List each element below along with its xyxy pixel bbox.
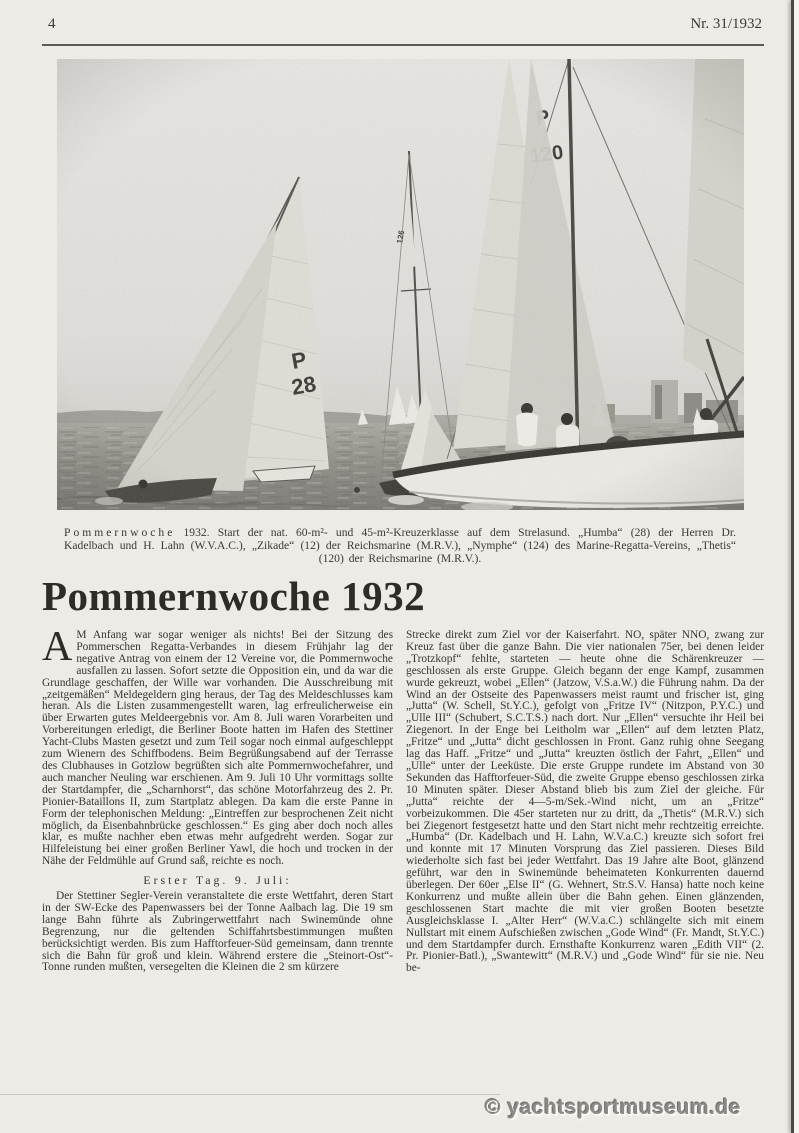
- drop-cap: A: [42, 624, 73, 670]
- day-one-heading: Erster Tag. 9. Juli:: [143, 873, 292, 888]
- photo-grain: [57, 59, 744, 510]
- regatta-photo: [57, 59, 744, 510]
- caption-lead: Pommernwoche: [64, 525, 176, 539]
- page-header: [48, 16, 762, 33]
- paragraph-2: Der Stettiner Segler-Verein veranstaltete die erste Wettfahrt, deren Start in der SW-Ecke des Papenwassers bei der Tonne Aalbach lag. Die 19 sm lange Bahn führte als Zubringerwettfahrt nach Swinemünde ohne Begrenzung, nur die geltenden Schiffahrtsbestimmungen mußten berücksichtigt werden. Bis zum Hafftorfeuer-Süd gemeinsam, dann trennte sich die Bahn für groß und klein. Während erstere die „Steinort-Ost“-Tonne runden mußten, versegelten die Kleinen die 2 sm kürzere: [42, 890, 393, 974]
- article-title: Pommernwoche 1932: [42, 573, 426, 619]
- caption-text: 1932. Start der nat. 60-m²- und 45-m²-Kreuzerklasse auf dem Strelasund. „Humba“ (28) der Herren Dr. Kadelbach und H. Lahn (W.V.A.C.), „Zikade“ (12) der Reichsmarine (M.R.V.), „Nymphe“ (124) des Marine-Regatta-Vereins, „Thetis“ (120) der Reichsmarine (M.R.V.).: [64, 525, 736, 565]
- scan-right-margin: [794, 0, 799, 1133]
- regatta-photo-illustration: [57, 59, 744, 510]
- article-body: [42, 624, 764, 975]
- column-right: [406, 630, 764, 975]
- scan-bottom-edge: [0, 1094, 500, 1095]
- photo-caption: [64, 526, 736, 565]
- paragraph-1-text: M Anfang war sogar weniger als nichts! Bei der Sitzung des Pommerschen Regatta-Verbandes in diesem Frühjahr lag der negative Antrag von einem der 12 Vereine vor, die Pommernwoche ausfallen zu lassen. Sofort setzte die Opposition ein, und da war die Grundlage geschaffen, der Wille war vorhanden. Die Ausschreibung mit „zeitgemäßen“ Meldegeldern ging heraus, der Tag des Meldeschlusses kam heran. Als die Listen zusammengestellt waren, lag erfreulicherweise ein über Erwarten gutes Meldeergebnis vor. Am 8. Juli waren Vorarbeiten und Vorbereitungen erledigt, die Berliner Boote hatten im Hafen des Stettiner Yacht-Clubs Masten gesetzt und zum Teil sogar noch einmal aufgeschleppt zum Wienern des Schiffbodens. Beim Begrüßungsabend auf der Terrasse des Clubhauses in Gotzlow begrüßten sich alte Pommernwochefahrer, und auch mancher Neuling war erschienen. Am 9. Juli 10 Uhr vormittags sollte der Startdampfer, die „Scharnhorst“, das schöne Motorfahrzeug des 2. Pr. Pionier-Bataillons II, zum Startplatz ablegen. Da kam die erste Panne in Form der telephonischen Meldung: „Eintreffen zur besprochenen Zeit nicht möglich, da Eisenbahnbrücke geschlossen.“ Es ging aber doch noch alles klar, es mußte nachher eben etwas mehr aufgedreht werden. Sogar zur Hilfeleistung bei einer großen Berliner Yawl, die hoch und trocken in der Nähe der Feldmühle auf Grund saß, reichte es noch.: [42, 629, 393, 868]
- paragraph-3: Strecke direkt zum Ziel vor der Kaiserfahrt. NO, später NNO, zwang zur Kreuz fast über die ganze Bahn. Die vier nationalen 75er, bei denen leider „Trotzkopf“ fehlte, starteten — heute ohne die Schärenkreuzer — geschlossen als erste Gruppe. Gleich begann der enge Kampf, zusammen wurde gekreuzt, wobei „Ellen“ (Jatzow, V.S.a.W.) die Führung nahm. Da der Wind an der Ostseite des Papenwassers meist raumt und frischer ist, ging „Jutta“ (W. Schell, St.Y.C.), gefolgt von „Fritze IV“ (Nitzpon, P.Y.C.) und „Ulle III“ (Schubert, S.C.T.S.) nach dort. Nur „Ellen“ versuchte ihr Heil bei Ziegenort. In der Enge bei Leitholm war „Ellen“ auf dem letzten Platz, „Fritze“ und „Jutta“ dicht geschlossen in Front. Ganz ruhig ohne Seegang lag das Haff. „Fritze“ und „Jutta“ kreuzten östlich der Fahrt, „Ellen“ und „Ulle“ unter der Leeküste. Die erste Gruppe rundete im Abstand von 30 Sekunden das Hafftorfeuer-Süd, die zweite Gruppe ebenso geschlossen zirka 10 Minuten später. Dieser Abstand blieb bis zum Ziel der gleiche. Für „Jutta“ reichte der 4—5-m/Sek.-Wind nicht, um an „Fritze“ vorbeizukommen. Die 45er starteten nur zu dritt, da „Thetis“ (M.R.V.) sich bei Ziegenort festgesetzt hatte und den Start nicht mehr rechtzeitig erreichte. „Humba“ (Dr. Kadelbach und H. Lahn, W.V.a.C.) kreuzte sich sofort frei und konnte mit 17 Minuten Vorsprung das Ziel passieren. Dieses Bild wiederholte sich fast bei jeder Wettfahrt. Das 19 Jahre alte Boot, glänzend geführt, war den in Swinemünde beheimateten Konkurrenten dauernd überlegen. Der 60er „Else II“ (G. Wehnert, Str.S.V. Hansa) hatte noch keine Konkurrenz und mußte allein über die Bahn gehen. Einen glänzenden, geschlossenen Start machte die mit vier großen Booten besetzte Ausgleichsklasse I. „Alter Herr“ (W.V.a.C.) schlängelte sich mit einem Nullstart mit einem Aufschießen zwischen „Gode Wind“ (Fr. Mandt, St.Y.C.) und dem Startdampfer durch. Ernsthafte Konkurrenz waren „Edith VII“ (2. Pr. Pionier-Batl.), „Swantewitt“ (M.R.V.) und „Gode Wind“ für sie nie. Neu be-: [406, 629, 764, 975]
- issue-number: Nr. 31/1932: [690, 16, 762, 32]
- page-number: 4: [48, 16, 56, 32]
- header-rule: [42, 44, 764, 46]
- watermark: © yachtsportmuseum.de: [485, 1096, 741, 1119]
- column-left: [42, 624, 393, 975]
- paragraph-1: [42, 624, 393, 868]
